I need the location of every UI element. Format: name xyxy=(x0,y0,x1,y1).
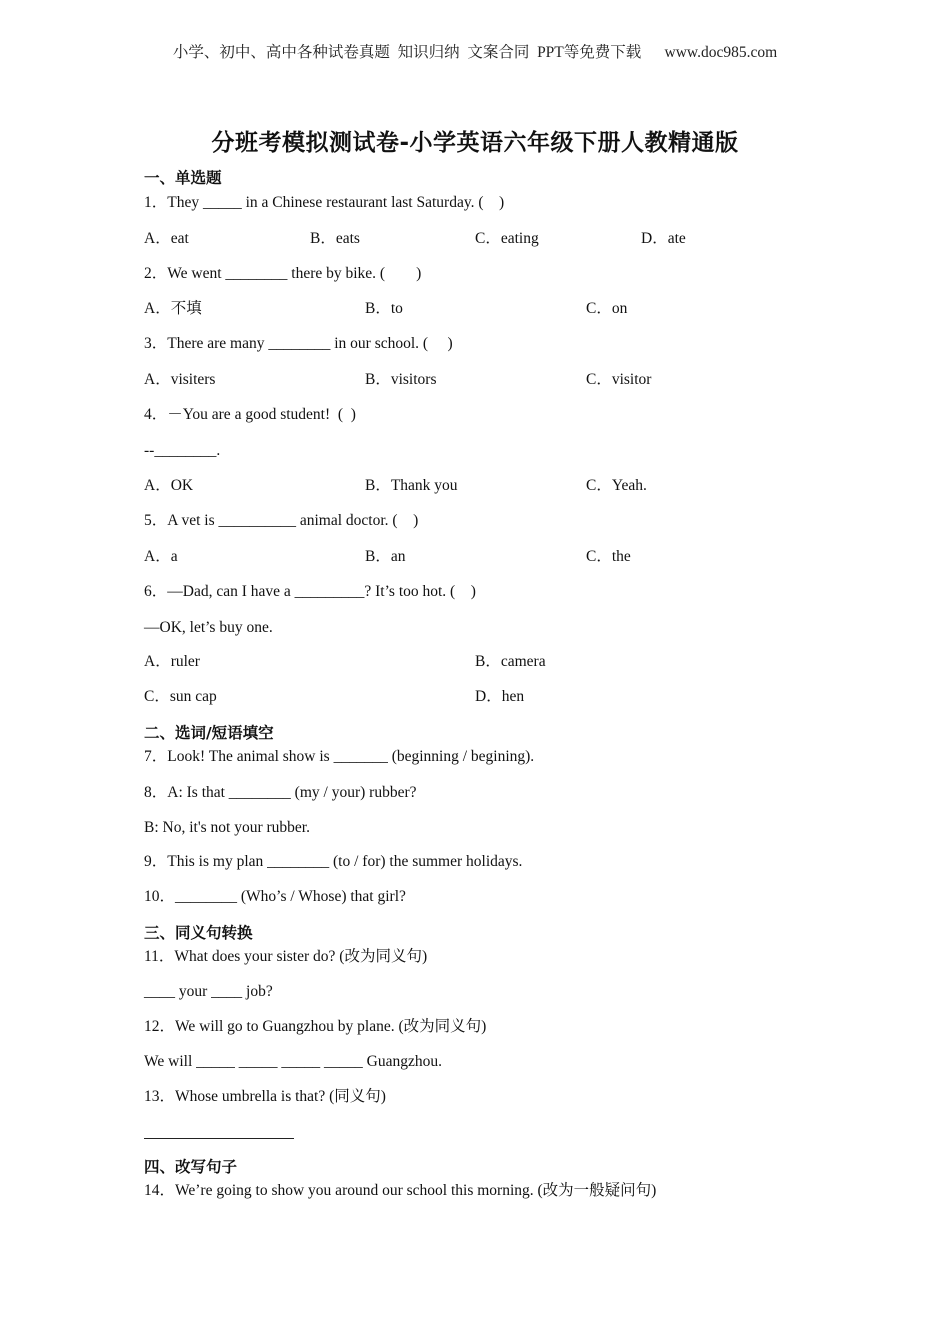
question-6: 6．—Dad, can I have a _________? It’s too hot. ( ) xyxy=(144,583,476,600)
q3-option-b: B．visitors xyxy=(365,371,437,388)
q2-option-c: C．on xyxy=(586,300,628,317)
section-heading-word-fill: 二、选词/短语填空 xyxy=(144,724,274,742)
q5-option-a: A．a xyxy=(144,548,178,565)
question-5: 5．A vet is __________ animal doctor. ( ) xyxy=(144,512,419,529)
question-8-reply: B: No, it's not your rubber. xyxy=(144,819,310,836)
q3-option-a: A．visiters xyxy=(144,371,216,388)
q5-option-b: B．an xyxy=(365,548,406,565)
section-heading-single-choice: 一、单选题 xyxy=(144,169,222,187)
q5-option-c: C．the xyxy=(586,548,631,565)
question-13: 13．Whose umbrella is that? (同义句) xyxy=(144,1088,386,1105)
section-heading-synonym-sentences: 三、同义句转换 xyxy=(144,924,253,942)
q6-option-d: D．hen xyxy=(475,688,525,705)
q2-option-b: B．to xyxy=(365,300,403,317)
question-10: 10．________ (Who’s / Whose) that girl? xyxy=(144,888,406,905)
question-1: 1．They _____ in a Chinese restaurant last Saturday. ( ) xyxy=(144,194,505,211)
q1-option-a: A．eat xyxy=(144,230,189,247)
q4-option-a: A．OK xyxy=(144,477,194,494)
document-title: 分班考模拟测试卷-小学英语六年级下册人教精通版 xyxy=(211,130,739,156)
q6-option-a: A．ruler xyxy=(144,653,200,670)
question-9: 9．This is my plan ________ (to / for) the summer holidays. xyxy=(144,853,523,870)
q6-option-b: B．camera xyxy=(475,653,546,670)
q3-option-c: C．visitor xyxy=(586,371,652,388)
question-2: 2．We went ________ there by bike. ( ) xyxy=(144,265,422,282)
answer-blank-line xyxy=(144,1138,294,1139)
q6-option-c: C．sun cap xyxy=(144,688,217,705)
q1-option-b: B．eats xyxy=(310,230,360,247)
q1-option-c: C．eating xyxy=(475,230,539,247)
q4-option-b: B．Thank you xyxy=(365,477,458,494)
question-11-answer-line: ____ your ____ job? xyxy=(144,983,273,1000)
question-6-reply: —OK, let’s buy one. xyxy=(144,619,273,636)
section-heading-rewrite-sentences: 四、改写句子 xyxy=(144,1158,238,1176)
question-7: 7．Look! The animal show is _______ (beginning / begining). xyxy=(144,748,535,765)
q1-option-d: D．ate xyxy=(641,230,686,247)
question-4-reply: --________. xyxy=(144,442,221,459)
question-12: 12．We will go to Guangzhou by plane. (改为同义句) xyxy=(144,1018,487,1035)
question-3: 3．There are many ________ in our school. ( ) xyxy=(144,335,453,352)
question-11: 11．What does your sister do? (改为同义句) xyxy=(144,948,428,965)
question-8: 8．A: Is that ________ (my / your) rubber? xyxy=(144,784,417,801)
question-14: 14．We’re going to show you around our school this morning. (改为一般疑问句) xyxy=(144,1182,657,1199)
page-header: 小学、初中、高中各种试卷真题 知识归纳 文案合同 PPT等免费下载 www.doc985.com xyxy=(172,44,778,61)
q4-option-c: C．Yeah. xyxy=(586,477,647,494)
q2-option-a: A．不填 xyxy=(144,300,202,317)
question-12-answer-line: We will _____ _____ _____ _____ Guangzhou. xyxy=(144,1053,442,1070)
question-4: 4．－You are a good student! ( ) xyxy=(144,406,356,423)
